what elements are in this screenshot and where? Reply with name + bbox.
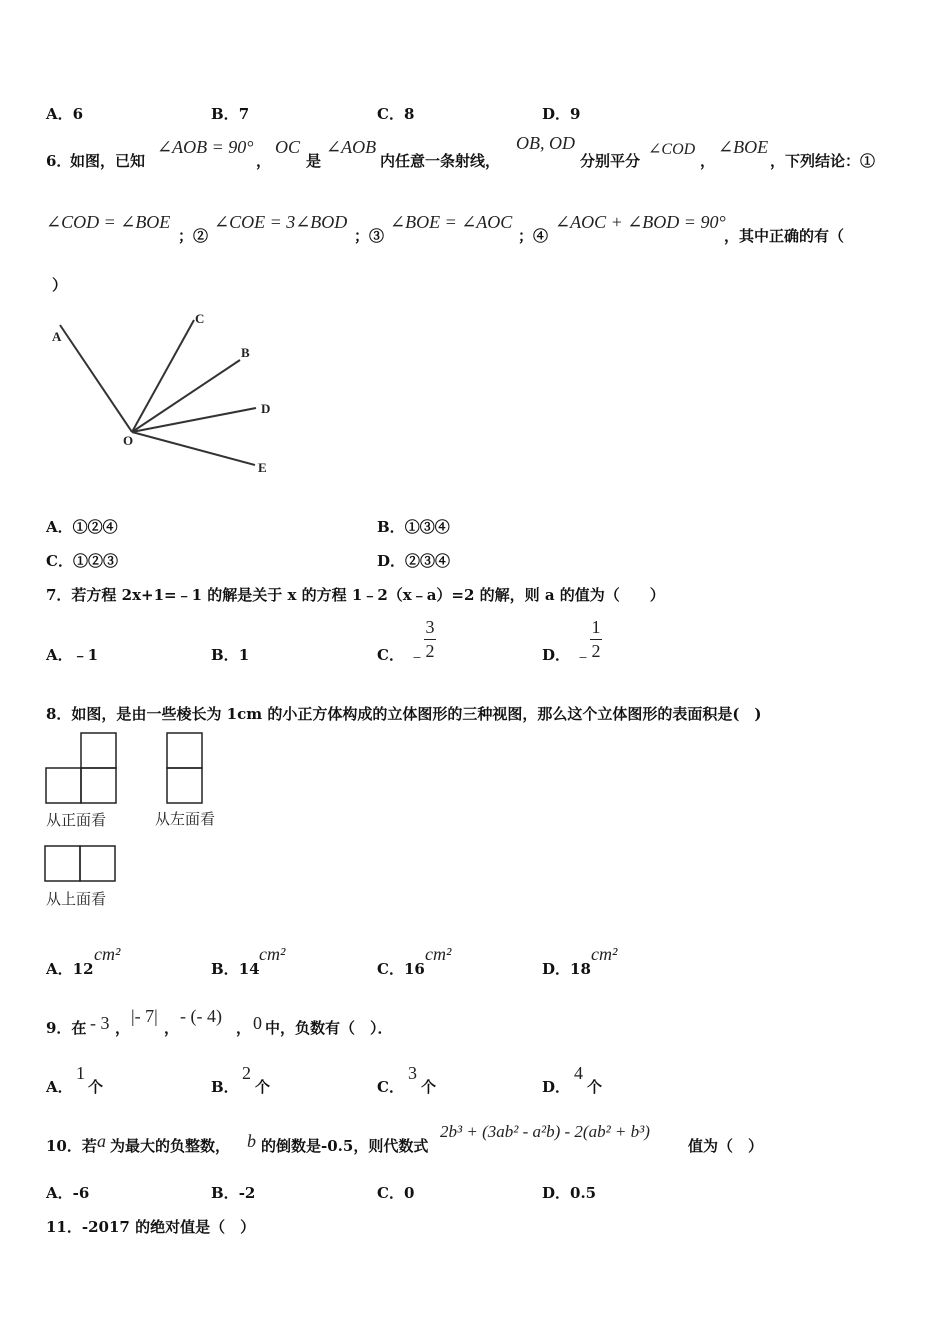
- top-view-caption: 从上面看: [46, 890, 107, 908]
- q6-conclusion-2: ∠COE = 3∠BOD: [214, 212, 348, 232]
- q5-option-a: A．6: [46, 105, 84, 123]
- q6-math-oc: OC: [275, 137, 301, 157]
- q5-option-c: C．8: [377, 105, 415, 123]
- top-view-figure: [44, 845, 119, 883]
- q9-number: 9．在: [46, 1019, 87, 1037]
- q9-option-a-label: A．: [46, 1078, 73, 1096]
- q9-math-1: - 3: [90, 1013, 110, 1033]
- q6-ray-figure: [40, 305, 290, 480]
- q7-option-c-sign: ﹣: [408, 646, 426, 666]
- q9-option-c-value: 3: [408, 1063, 417, 1083]
- q8-option-b: B．14: [211, 960, 260, 978]
- q6-option-a: A．①②④: [46, 518, 118, 536]
- q8-option-d: D．18: [542, 960, 591, 978]
- q9-option-c-label: C．: [377, 1078, 404, 1096]
- q7-text: 7．若方程 2x+1=﹣1 的解是关于 x 的方程 1﹣2（x﹣a）=2 的解，则 a 的值为（ ）: [46, 586, 665, 604]
- q7-option-b: B．1: [211, 646, 250, 664]
- q10-expression: 2b³ + (3ab² - a²b) - 2(ab² + b³): [440, 1122, 650, 1141]
- label-c: C: [195, 311, 205, 326]
- q6-option-d: D．②③④: [377, 552, 451, 570]
- q8-option-c: C．16: [377, 960, 425, 978]
- left-view-figure: [166, 732, 205, 805]
- q10-option-a: A．-6: [46, 1184, 90, 1202]
- q9-option-d-value: 4: [574, 1063, 583, 1083]
- left-view-caption: 从左面看: [155, 810, 216, 828]
- q9-option-a-unit: 个: [88, 1078, 104, 1096]
- question-11-text: 11．-2017 的绝对值是（ ）: [46, 1218, 256, 1236]
- q6-math-boe: ∠BOE: [718, 137, 769, 157]
- q9-math-3: - (- 4): [180, 1006, 222, 1026]
- q10-text-1: 10．若: [46, 1137, 97, 1155]
- q8-text: 8．如图，是由一些棱长为 1cm 的小正方体构成的立体图形的三种视图，那么这个立体图形的表面积是( ): [46, 705, 762, 723]
- q6-close-paren: ）: [52, 276, 68, 294]
- q9-option-b-unit: 个: [255, 1078, 271, 1096]
- q9-math-2: |- 7|: [131, 1006, 158, 1026]
- q9-option-d-unit: 个: [587, 1078, 603, 1096]
- label-a: A: [52, 329, 62, 344]
- q9-option-a-value: 1: [76, 1063, 85, 1083]
- label-e: E: [258, 460, 267, 475]
- label-d: D: [261, 401, 271, 416]
- ray-oe: [132, 432, 255, 465]
- label-o: O: [123, 433, 134, 448]
- q5-option-d: D．9: [542, 105, 581, 123]
- q9-math-4: 0: [253, 1013, 262, 1033]
- q5-option-b: B．7: [211, 105, 250, 123]
- q6-math-obod: OB, OD: [516, 133, 575, 153]
- q8-unit-b: cm²: [259, 944, 286, 964]
- q6-conclusion-3: ∠BOE = ∠AOC: [390, 212, 513, 232]
- q7-option-d-sign: ﹣: [574, 646, 592, 666]
- q8-unit-d: cm²: [591, 944, 618, 964]
- q10-var-a: a: [97, 1131, 106, 1151]
- q10-option-d: D．0.5: [542, 1184, 597, 1202]
- q6-conclusion-4: ∠AOC + ∠BOD = 90°: [555, 212, 726, 232]
- q9-option-c-unit: 个: [421, 1078, 437, 1096]
- q9-option-b-value: 2: [242, 1063, 251, 1083]
- q8-unit-c: cm²: [425, 944, 452, 964]
- label-b: B: [241, 345, 250, 360]
- q8-unit-a: cm²: [94, 944, 121, 964]
- q10-option-b: B．-2: [211, 1184, 256, 1202]
- q10-text-2: 为最大的负整数，: [110, 1137, 231, 1155]
- q6-text: 如图，已知: [70, 152, 146, 170]
- q10-text-4: 值为（ ）: [688, 1137, 764, 1155]
- q10-text-3: 的倒数是-0.5，则代数式: [261, 1137, 429, 1155]
- q6-number: 6．: [46, 152, 72, 170]
- q6-option-b: B．①③④: [377, 518, 450, 536]
- q6-conclusion-1: ∠COD = ∠BOE: [46, 212, 171, 232]
- q7-option-c-fraction: 3 2: [425, 617, 435, 661]
- q7-option-c-label: C．: [377, 646, 404, 664]
- ray-oc: [132, 320, 194, 432]
- q10-var-b: b: [247, 1131, 256, 1151]
- q9-option-d-label: D．: [542, 1078, 571, 1096]
- ray-oa: [60, 325, 132, 432]
- q7-option-d-fraction: 1 2: [591, 617, 601, 661]
- q9-option-b-label: B．: [211, 1078, 239, 1096]
- q6-math-aob90: ∠AOB = 90°: [157, 137, 254, 157]
- q7-option-d-label: D．: [542, 646, 571, 664]
- q7-option-a: A．﹣1: [46, 646, 99, 664]
- q10-option-c: C．0: [377, 1184, 415, 1202]
- front-view-caption: 从正面看: [46, 811, 107, 829]
- q6-math-aob: ∠AOB: [326, 137, 377, 157]
- front-view-figure: [45, 732, 120, 805]
- q6-math-cod: ∠COD: [648, 141, 696, 158]
- q8-option-a: A．12: [46, 960, 94, 978]
- q6-option-c: C．①②③: [46, 552, 118, 570]
